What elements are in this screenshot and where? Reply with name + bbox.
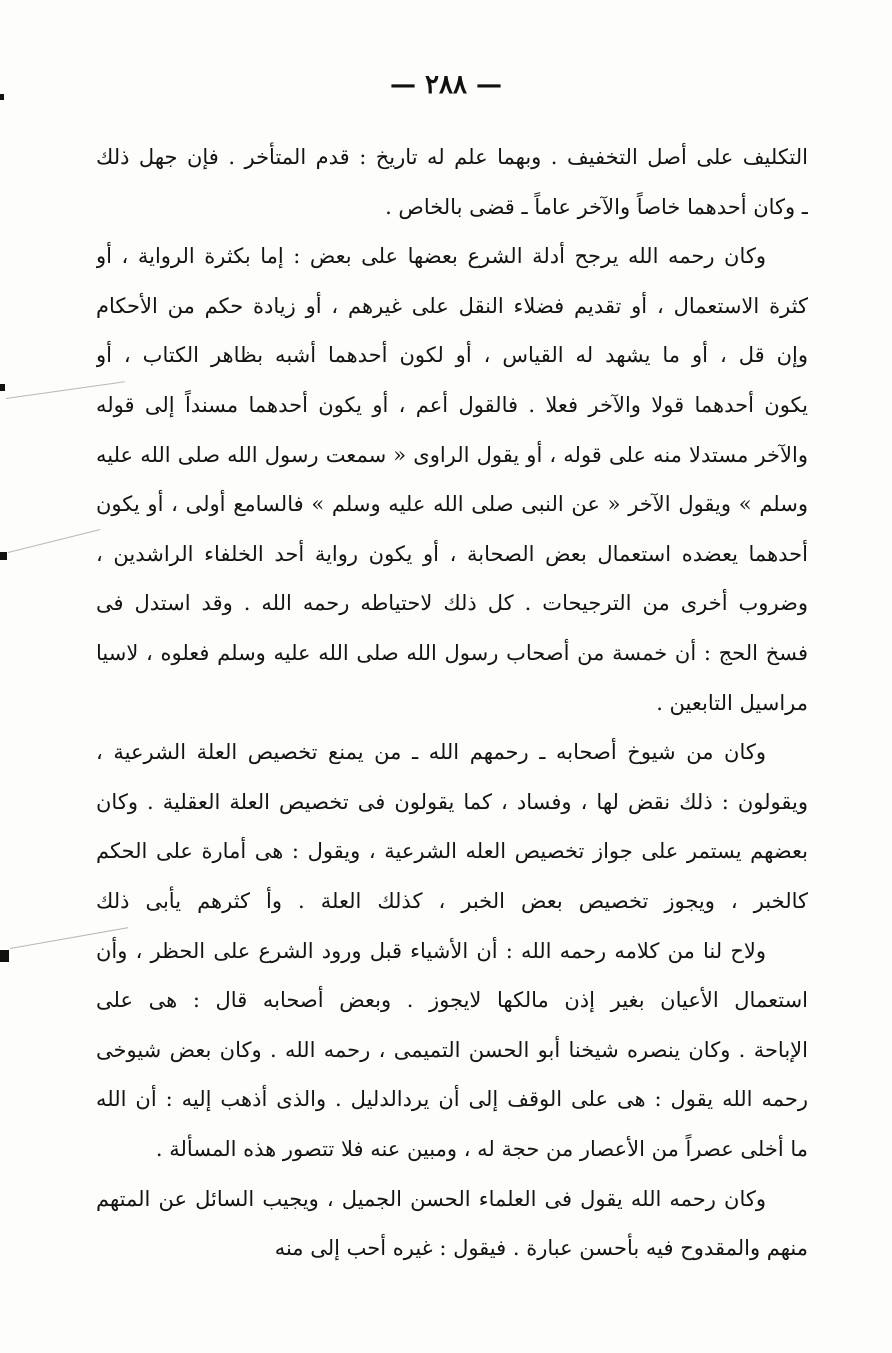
- text-line: ـ وكان أحدهما خاصاً والآخر عاماً ـ قضى بالخاص .: [385, 194, 808, 219]
- text-line: ولاح لنا من كلامه رحمه الله : أن الأشياء قبل ورود الشرع على الحظر ، وأن: [96, 938, 766, 963]
- text-line: منهم والمقدوح فيه بأحسن عبارة . فيقول : غيره أحب إلى منه: [274, 1236, 808, 1261]
- text-line: كالخبر ، ويجوز تخصيص بعض الخبر ، كذلك العلة . وأ كثرهم يأبى ذلك: [96, 889, 808, 913]
- text-line: وضروب أخرى من الترجيحات . كل ذلك لاحتياطه رحمه الله . وقد استدل فى: [96, 591, 808, 616]
- scan-mark: [0, 94, 4, 100]
- text-line: الإباحة . وكان ينصره شيخنا أبو الحسن التميمى ، رحمه الله . وكان بعض شيوخى: [96, 1037, 808, 1062]
- text-line: يكون أحدهما قولا والآخر فعلا . فالقول أعم ، أو يكون أحدهما مسنداً إلى قوله: [96, 393, 808, 417]
- text-line: أحدهما يعضده استعمال بعض الصحابة ، أو يكون رواية أحد الخلفاء الراشدين ،: [96, 541, 808, 566]
- page-number: — ٢٨٨ —: [389, 70, 503, 100]
- text-line: وإن قل ، أو ما يشهد له القياس ، أو لكون أحدهما أشبه بظاهر الكتاب ، أو: [96, 343, 808, 368]
- text-line: وكان رحمه الله يرجح أدلة الشرع بعضها على بعض : إما بكثرة الرواية ، أو: [96, 244, 766, 269]
- scan-scratch: [8, 529, 100, 553]
- text-line: بعضهم يستمر على جواز تخصيص العله الشرعية ، ويقول : هى أمارة على الحكم: [96, 839, 808, 864]
- text-line: استعمال الأعيان بغير إذن مالكها لايجوز . وبعض أصحابه قال : هى على: [96, 988, 808, 1013]
- text-line: وكان رحمه الله يقول فى العلماء الحسن الجميل ، ويجيب السائل عن المتهم: [96, 1186, 766, 1211]
- text-line: فسخ الحج : أن خمسة من أصحاب رسول الله صلى الله عليه وسلم فعلوه ، لاسيا: [96, 641, 808, 665]
- text-line: ما أخلى عصراً من الأعصار من حجة له ، ومبين عنه فلا تتصور هذه المسألة .: [155, 1137, 808, 1161]
- text-line: التكليف على أصل التخفيف . وبهما علم له تاريخ : قدم المتأخر . فإن جهل ذلك: [96, 145, 808, 169]
- text-line: مراسيل التابعين .: [656, 690, 808, 715]
- text-line: رحمه الله يقول : هى على الوقف إلى أن يردالدليل . والذى أذهب إليه : أن الله: [96, 1087, 808, 1112]
- text-line: وكان من شيوخ أصحابه ـ رحمهم الله ـ من يمنع تخصيص العلة الشرعية ،: [96, 740, 766, 765]
- text-line: والآخر مستدلا منه على قوله ، أو يقول الراوى « سمعت رسول الله صلى الله عليه: [96, 442, 808, 467]
- scan-mark: [0, 950, 9, 962]
- scan-mark: [0, 384, 5, 391]
- text-line: كثرة الاستعمال ، أو تقديم فضلاء النقل على غيرهم ، أو زيادة حكم من الأحكام: [96, 293, 808, 318]
- text-line: ويقولون : ذلك نقض لها ، وفساد ، كما يقولون فى تخصيص العلة العقلية . وكان: [96, 789, 808, 814]
- text-line: وسلم » ويقول الآخر « عن النبى صلى الله عليه وسلم » فالسامع أولى ، أو يكون: [96, 492, 808, 517]
- scan-mark: [0, 552, 7, 560]
